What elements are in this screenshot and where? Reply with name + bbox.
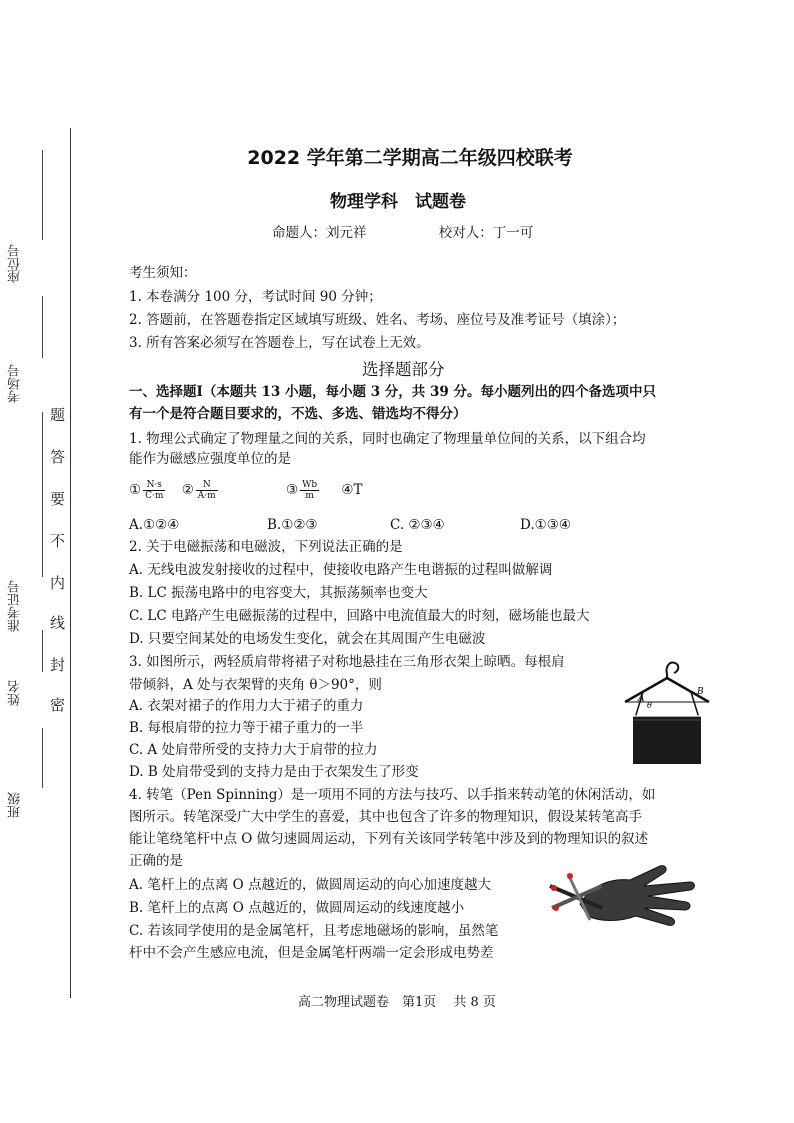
q1-option-c: C. ②③④: [390, 517, 445, 533]
unit-fraction: $\frac{N\cdot s}{C\cdot m}$: [145, 480, 164, 501]
seat-number-label: 座位号: [8, 244, 23, 283]
class-label: 班级: [8, 792, 23, 818]
seal-char: 不: [50, 532, 66, 550]
notice-item: 3. 所有答案必须写在答题卷上，写在试卷上无效。: [129, 335, 430, 351]
seal-char: 要: [50, 490, 66, 508]
notice-heading: 考生须知：: [129, 265, 197, 281]
part1-instructions: 一、选择题Ⅰ（本题共 13 小题，每小题 3 分，共 39 分。每小题列出的四个备选项中只: [129, 384, 656, 400]
q4-stem: 图所示。转笔深受广大中学生的喜爱，其中也包含了许多的物理知识，假设某转笔高手: [129, 809, 642, 825]
q2-stem: 2. 关于电磁振荡和电磁波，下列说法正确的是: [129, 539, 403, 555]
q2-option-b: B. LC 振荡电路中的电容变大，其振荡频率也变大: [129, 585, 428, 601]
q1-option-d: D.①③④: [520, 517, 571, 533]
unit-fraction: $\frac{Wb}{m}$: [302, 480, 318, 501]
exam-subtitle: 物理学科 试题卷: [330, 192, 466, 212]
q1-units: ① $\frac{N\cdot s}{C\cdot m}$ ② $\frac{N}{A\cdot m}$ ③ $\frac{Wb}{m}$ ④T: [129, 480, 363, 501]
q3-option-d: D. B 处肩带受到的支持力是由于衣架发生了形变: [129, 764, 419, 780]
q2-option-c: C. LC 电路产生电磁振荡的过程中，回路中电流值最大的时刻，磁场能也最大: [129, 608, 590, 624]
pen-spinning-figure: [540, 856, 700, 934]
exam-room-label: 考场号: [8, 364, 23, 403]
page-footer: 高二物理试题卷 第1页 共 8 页: [298, 995, 496, 1010]
exam-number-label: 准考证号: [8, 580, 23, 632]
q3-stem: 3. 如图所示，两轻质肩带将裙子对称地悬挂在三角形衣架上晾晒。每根肩: [129, 654, 565, 670]
q1-stem: 能作为磁感应强度单位的是: [129, 451, 291, 467]
proofreader: 校对人：丁一可: [438, 225, 534, 241]
q2-option-a: A. 无线电波发射接收的过程中，使接收电路产生电谐振的过程叫做解调: [129, 562, 553, 578]
q3-option-c: C. A 处肩带所受的支持力大于肩带的拉力: [129, 742, 378, 758]
section-title: 选择题部分: [362, 360, 445, 379]
q4-option-c: 杆中不会产生感应电流，但是金属笔杆两端一定会形成电势差: [129, 945, 494, 961]
name-label: 姓名: [8, 680, 23, 706]
q1-stem: 1. 物理公式确定了物理量之间的关系，同时也确定了物理量单位间的关系，以下组合均: [129, 431, 646, 447]
q3-option-b: B. 每根肩带的拉力等于裙子重力的一半: [129, 720, 364, 736]
unit-fraction: $\frac{N}{A\cdot m}$: [197, 480, 216, 501]
seal-char: 线: [50, 614, 66, 632]
exam-title: 2022 学年第二学期高二年级四校联考: [247, 147, 573, 169]
q3-stem: 带倾斜，A 处与衣架臂的夹角 θ＞90°，则: [129, 677, 382, 693]
fig-label-b: B: [697, 687, 704, 697]
seal-line: [70, 128, 71, 998]
binding-line-mid2: [42, 412, 43, 577]
hanger-arm-left: [625, 678, 667, 702]
q4-option-a: A. 笔杆上的点离 O 点越近的，做圆周运动的向心加速度越大: [129, 877, 491, 893]
q4-option-b: B. 笔杆上的点离 O 点越近的，做圆周运动的线速度越小: [129, 900, 465, 916]
q3-option-a: A. 衣架对裙子的作用力大于裙子的重力: [129, 698, 364, 714]
author: 命题人：刘元祥: [272, 225, 367, 241]
fig-label-theta: θ: [647, 701, 652, 710]
q4-stem: 4. 转笔（Pen Spinning）是一项用不同的方法与技巧、以手指来转动笔的休闲活动，如: [129, 787, 656, 803]
authors-line: [272, 221, 533, 241]
dress-shape: [633, 716, 701, 764]
q1-option-a: A.①②④: [129, 517, 180, 533]
binding-line-low: [42, 630, 43, 672]
seal-char: 答: [50, 448, 66, 466]
part1-instructions: 有一个是符合题目要求的，不选、多选、错选均不得分）: [129, 406, 467, 422]
q4-stem: 正确的是: [129, 853, 183, 869]
hook-icon: [667, 663, 679, 674]
seal-char: 密: [50, 696, 66, 714]
q4-stem: 能让笔绕笔杆中点 O 做匀速圆周运动，下列有关该同学转笔中涉及到的物理知识的叙述: [129, 831, 649, 847]
q1-option-b: B.①②③: [267, 517, 318, 533]
binding-line-bottom: [42, 728, 43, 788]
q4-option-c: C. 若该同学使用的是金属笔杆，且考虑地磁场的影响，虽然笔: [129, 923, 499, 939]
hanger-dress-figure: [617, 656, 717, 766]
seal-char: 内: [50, 574, 66, 592]
q2-option-d: D. 只要空间某处的电场发生变化，就会在其周围产生电磁波: [129, 631, 486, 647]
seal-char: 封: [50, 656, 66, 674]
notice-item: 1. 本卷满分 100 分，考试时间 90 分钟；: [129, 289, 382, 305]
notice-item: 2. 答题前，在答题卷指定区域填写班级、姓名、考场、座位号及准考证号（填涂）；: [129, 312, 626, 328]
fig-label-a: A: [638, 694, 645, 704]
hand-icon: [580, 866, 695, 926]
seal-char: 题: [50, 406, 66, 424]
binding-line-mid: [42, 296, 43, 358]
